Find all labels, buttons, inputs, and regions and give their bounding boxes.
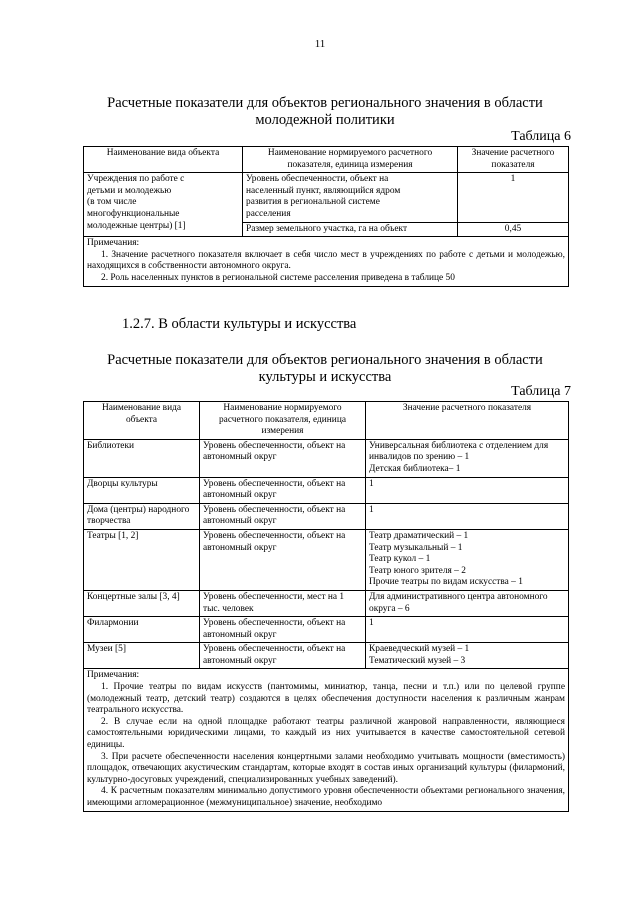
table7-value-line: Краеведческий музей – 1 xyxy=(369,644,470,655)
table6-object-line: молодежные центры) [1] xyxy=(87,220,186,231)
table7-indicator-cell: Уровень обеспеченности, объект на автономный округ xyxy=(200,529,366,590)
table7-object-cell: Дворцы культуры xyxy=(84,477,200,503)
table7-value-cell xyxy=(366,439,569,477)
table-row xyxy=(84,529,569,590)
table7-value-cell: 1 xyxy=(366,477,569,503)
table7-title-line2: культуры и искусства xyxy=(258,369,392,385)
table6-note: 1. Значение расчетного показателя включает в себя число мест в учреждениях по работе с детьми и молодежью, находящихся в собственности автономного округа. xyxy=(87,249,565,272)
table6-object-line: (в том числе xyxy=(87,197,137,208)
table7-value-cell xyxy=(366,643,569,669)
table7-title xyxy=(80,352,570,386)
table6-title-line1: Расчетные показатели для объектов регионального значения в области xyxy=(107,95,543,111)
table7-value-line: Театр музыкальный – 1 xyxy=(369,542,463,553)
table6-label: Таблица 6 xyxy=(511,129,571,144)
table6-indicator-line: населенный пункт, являющийся ядром xyxy=(246,185,401,196)
table7-object-cell: Филармонии xyxy=(84,617,200,643)
table7 xyxy=(83,401,569,812)
table-row xyxy=(84,643,569,669)
table7-value-line: Тематический музей – 3 xyxy=(369,655,466,666)
table6-note: 2. Роль населенных пунктов в региональной системе расселения приведена в таблице 50 xyxy=(101,272,455,283)
table6 xyxy=(83,146,569,287)
table-row xyxy=(84,477,569,503)
table7-value-line: Театр юного зрителя – 2 xyxy=(369,565,466,576)
table6-notes xyxy=(84,237,569,286)
table-row xyxy=(84,439,569,477)
table6-indicator-line: расселения xyxy=(246,208,291,219)
table7-note: 4. К расчетным показателям минимально допустимого уровня обеспеченности объектами регионального значения, имеющими агломерационное (межмуниципальное) значение, необходимо xyxy=(87,786,565,808)
table7-object-cell: Дома (центры) народного творчества xyxy=(84,503,200,529)
table7-object-cell: Концертные залы [3, 4] xyxy=(84,590,200,616)
table7-notes-row xyxy=(84,669,569,811)
table7-value-line: Прочие театры по видам искусства – 1 xyxy=(369,577,523,588)
section-heading: 1.2.7. В области культуры и искусства xyxy=(122,316,357,332)
table-row xyxy=(84,617,569,643)
table6-object-line: многофункциональные xyxy=(87,208,180,219)
table7-indicator-cell: Уровень обеспеченности, мест на 1 тыс. человек xyxy=(200,590,366,616)
table7-value-cell xyxy=(366,529,569,590)
table7-notes-title: Примечания: xyxy=(87,670,140,681)
table-row xyxy=(84,173,569,222)
table6-indicator-cell xyxy=(243,173,458,222)
table7-title-line1: Расчетные показатели для объектов регионального значения в области xyxy=(107,352,543,368)
table7-value-line: Универсальная библиотека с отделением для инвалидов по зрению – 1 xyxy=(369,440,549,463)
table7-header-row xyxy=(84,402,569,440)
table-row xyxy=(84,503,569,529)
table6-title xyxy=(80,95,570,129)
table7-value-cell: Для административного центра автономного округа – 6 xyxy=(366,590,569,616)
table7-header-value: Значение расчетного показателя xyxy=(366,402,569,440)
table7-note: 2. В случае если на одной площадке работают театры различной жанровой направленности, являющиеся самостоятельными юридическими лицами, то каждый из них учитывается в качестве самостоятельной сетевой единицы. xyxy=(87,716,565,751)
table7-object-cell: Музеи [5] xyxy=(84,643,200,669)
table7-note: 3. При расчете обеспеченности населения концертными залами необходимо учитывать мощности (вместимость) площадок, отвечающих акустическим стандартам, которые входят в состав иных организаций культуры (филармоний, культурно-досуговых учреждений, специализированных учебных заведений). xyxy=(87,751,565,785)
table7-header-indicator: Наименование нормируемого расчетного показателя, единица измерения xyxy=(200,402,366,440)
table6-value-cell: 0,45 xyxy=(458,222,569,237)
table7-indicator-cell: Уровень обеспеченности, объект на автономный округ xyxy=(200,477,366,503)
table7-value-line: Театр кукол – 1 xyxy=(369,554,431,565)
table7-indicator-cell: Уровень обеспеченности, объект на автономный округ xyxy=(200,617,366,643)
table6-object-line: Учреждения по работе с xyxy=(87,174,185,185)
table7-header-object: Наименование вида объекта xyxy=(84,402,200,440)
table6-header-object: Наименование вида объекта xyxy=(84,147,243,173)
table7-notes xyxy=(84,669,569,811)
table7-value-cell: 1 xyxy=(366,617,569,643)
table6-notes-title: Примечания: xyxy=(87,238,140,249)
table7-object-cell: Театры [1, 2] xyxy=(84,529,200,590)
table7-value-cell: 1 xyxy=(366,503,569,529)
table6-indicator-line: развития в региональной системе xyxy=(246,197,380,208)
table7-value-line: Театр драматический – 1 xyxy=(369,530,469,541)
table6-indicator-line: Уровень обеспеченности, объект на xyxy=(246,174,389,185)
table6-header-indicator: Наименование нормируемого расчетного показателя, единица измерения xyxy=(243,147,458,173)
table7-note: 1. Прочие театры по видам искусств (пантомимы, миниатюр, танца, песни и т.п.) или по целевой группе (молодежный театр, детский театр) создаются в целях обеспечения доступности населения к различным жанрам театрального искусства. xyxy=(87,682,565,716)
table6-object-cell xyxy=(84,173,243,237)
table7-indicator-cell: Уровень обеспеченности, объект на автономный округ xyxy=(200,503,366,529)
table6-header-value: Значение расчетного показателя xyxy=(458,147,569,173)
table6-title-line2: молодежной политики xyxy=(255,112,395,128)
table7-indicator-cell: Уровень обеспеченности, объект на автономный округ xyxy=(200,643,366,669)
table7-object-cell: Библиотеки xyxy=(84,439,200,477)
table6-value-cell: 1 xyxy=(458,173,569,222)
table7-value-line: Детская библиотека– 1 xyxy=(369,463,461,474)
table6-object-line: детьми и молодежью xyxy=(87,185,172,196)
table6-notes-row xyxy=(84,237,569,286)
table6-indicator-cell: Размер земельного участка, га на объект xyxy=(243,222,458,237)
table7-indicator-cell: Уровень обеспеченности, объект на автономный округ xyxy=(200,439,366,477)
table-row xyxy=(84,590,569,616)
table7-label: Таблица 7 xyxy=(511,384,571,399)
page-number: 11 xyxy=(314,38,326,50)
table6-header-row xyxy=(84,147,569,173)
